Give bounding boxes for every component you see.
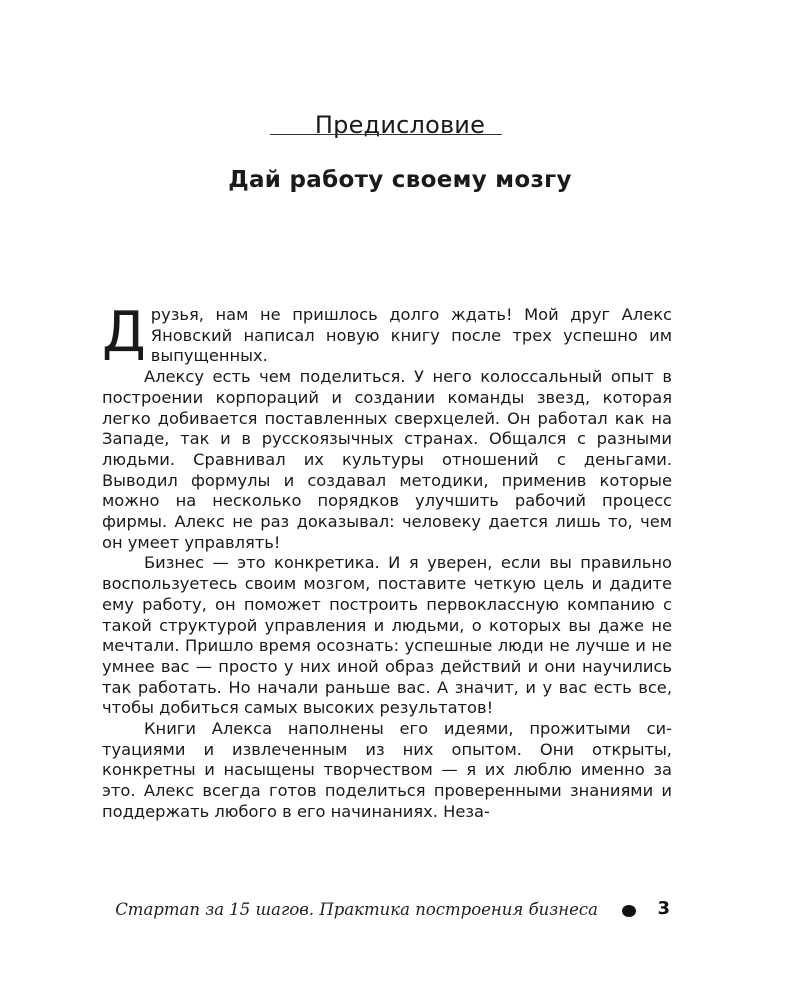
paragraph-1 <box>102 300 672 367</box>
paragraph-4: Книги Алекса наполнены его идеями, прожитыми ситуациями и извлеченным из них опытом. Они открыты, конкретны и насыщены творчеством — я их люблю именно за это. Алекс всегда готов поделиться проверенными знаниями и поддержать любого в его начинаниях. Неза- <box>102 719 672 821</box>
chapter-title: Предисловие <box>314 111 486 140</box>
title-divider <box>270 134 502 135</box>
chapter-subtitle: Дай работу своему мозгу <box>228 167 572 194</box>
paragraph-1-text: рузья, нам не пришлось долго ждать! Мой друг Алекс Яновский написал новую книгу после трех успешно им выпущенных. <box>150 305 672 366</box>
bullet-dot-icon <box>622 905 636 917</box>
running-title: Стартап за 15 шагов. Практика построения бизнеса <box>115 900 598 919</box>
page-number: 3 <box>657 898 670 919</box>
paragraph-3: Бизнес — это конкретика. И я уверен, если вы правильно воспользуетесь своим мозгом, поставите четкую цель и дадите ему работу, он поможет построить первоклассную компанию с такой структурой управления и людьми, о которых вы даже не мечтали. Пришло время осознать: успешные люди не лучше и не умнее вас — просто у них иной образ действий и они научились так работать. Но начали раньше вас. А значит, и у вас есть все, чтобы добиться самых высоких результатов! <box>102 553 672 718</box>
page-footer <box>100 898 672 924</box>
body-text <box>102 300 672 823</box>
paragraph-2: Алексу есть чем поделиться. У него колоссальный опыт в построении корпораций и создании команды звезд, которая легко добивается поставленных сверхцелей. Он работал как на Западе, так и в русскоязычных странах. Общался с разными людьми. Сравнивал их культуры отношений с деньгами. Выводил формулы и создавал методики, применив которые можно на несколько порядков улучшить рабочий процесс фирмы. Алекс не раз доказывал: человеку дается лишь то, чем он умеет управлять! <box>102 367 672 552</box>
drop-cap: Д <box>102 300 146 365</box>
